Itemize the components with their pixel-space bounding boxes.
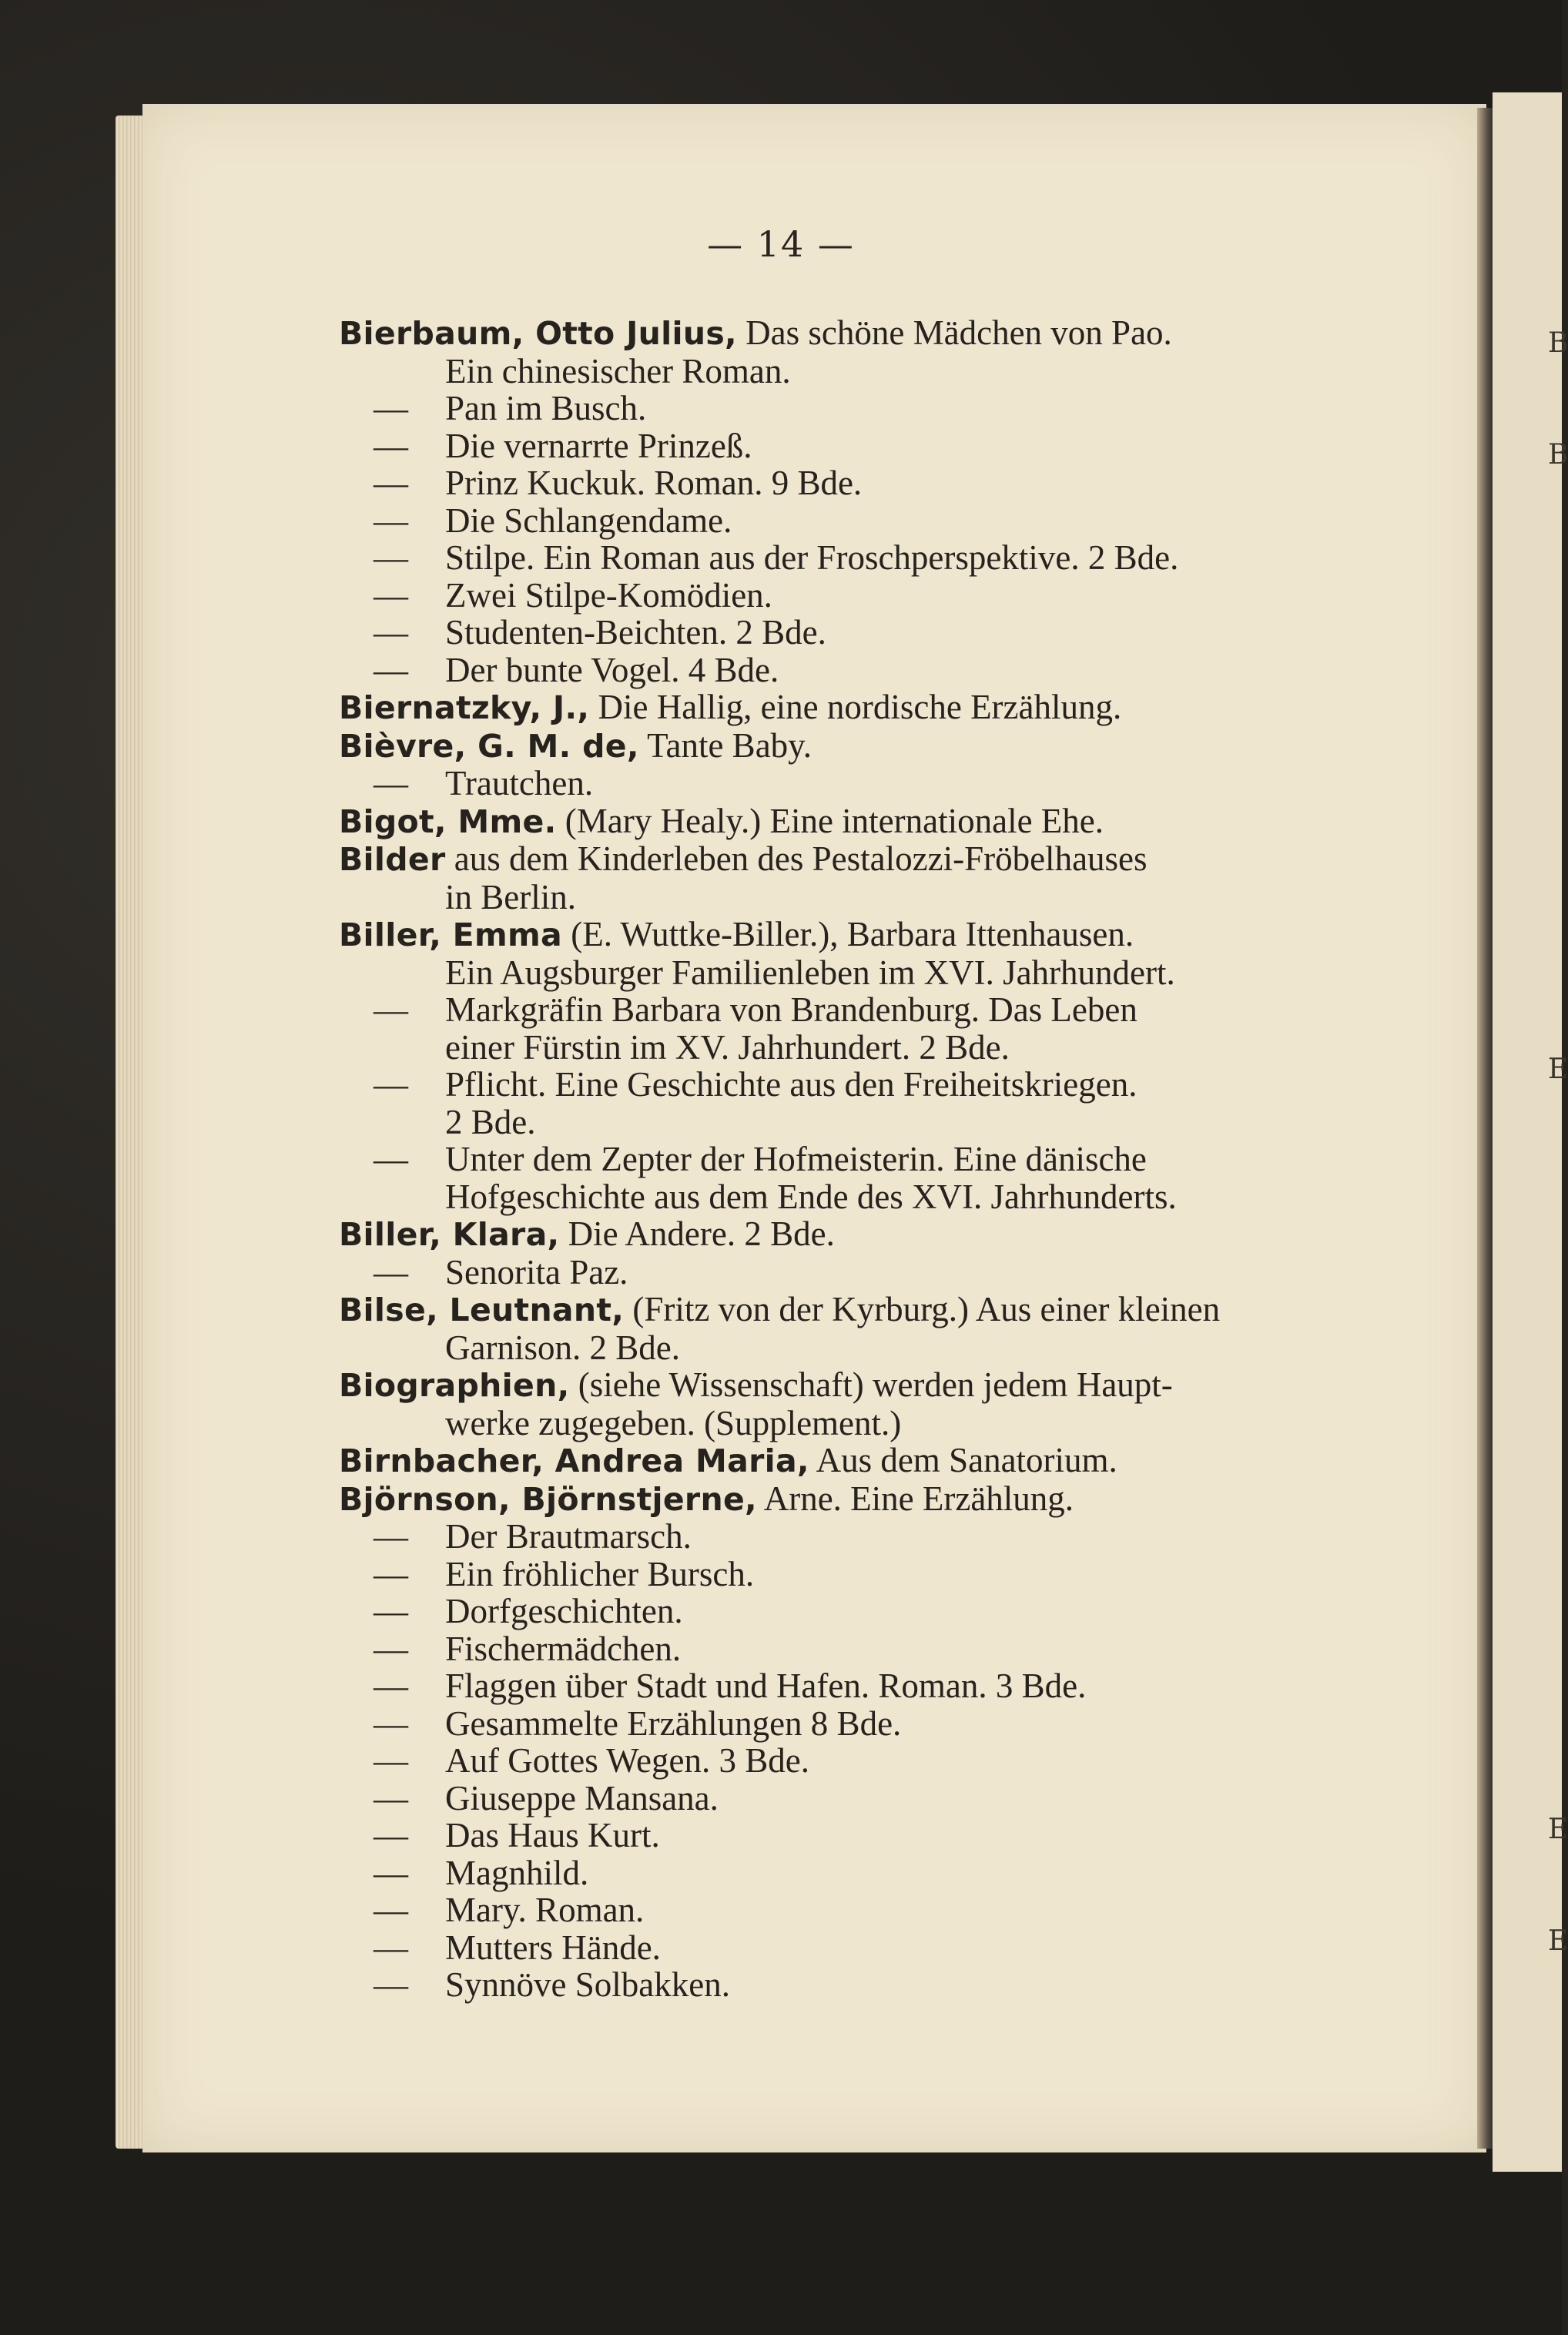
subentry-title: 2 Bde. xyxy=(445,1102,536,1141)
author-name: Bièvre, G. M. de, xyxy=(339,727,639,765)
subentry-line xyxy=(339,390,1340,427)
ditto-dash: — xyxy=(374,1554,408,1593)
catalog-entry xyxy=(339,802,1340,841)
subentry-title: Die vernarrte Prinzeß. xyxy=(445,426,752,465)
subentry-title: Flaggen über Stadt und Hafen. Roman. 3 Bde. xyxy=(445,1667,1087,1705)
subentry-title: Magnhild. xyxy=(445,1853,589,1892)
title-text: in Berlin. xyxy=(445,877,576,916)
subentry-title: Ein fröhlicher Bursch. xyxy=(445,1554,755,1593)
subentry-title: Prinz Kuckuk. Roman. 9 Bde. xyxy=(445,464,863,502)
subentry-title: Pan im Busch. xyxy=(445,389,647,427)
entry-first-line xyxy=(339,1215,1340,1254)
title-text: werke zugegeben. (Supplement.) xyxy=(445,1403,902,1442)
subentry-line xyxy=(339,1817,1340,1854)
catalog-entry xyxy=(339,840,1340,916)
subentry-line xyxy=(339,614,1340,652)
ditto-dash: — xyxy=(374,1891,408,1929)
ditto-dash: — xyxy=(374,990,408,1029)
subentry-title: Die Schlangendame. xyxy=(445,501,732,540)
title-text: Aus dem Sanatorium. xyxy=(816,1441,1117,1479)
subentry-title: Senorita Paz. xyxy=(445,1252,628,1291)
entry-first-line xyxy=(339,802,1340,841)
subentry-line xyxy=(339,1667,1340,1705)
catalog-entry xyxy=(339,1366,1340,1442)
title-text: (siehe Wissenschaft) werden jedem Haupt- xyxy=(578,1365,1173,1404)
entry-first-line xyxy=(339,314,1340,353)
subentry-title: Mutters Hände. xyxy=(445,1928,661,1967)
ditto-dash: — xyxy=(374,1065,408,1104)
subentry-title: Der bunte Vogel. 4 Bde. xyxy=(445,650,779,689)
author-name: Björnson, Björnstjerne, xyxy=(339,1480,757,1518)
facing-page-mark: E xyxy=(1548,1054,1568,1085)
entry-first-line xyxy=(339,916,1340,954)
subentry-line xyxy=(339,1104,1340,1141)
author-name: Biographien, xyxy=(339,1367,570,1404)
subentry-line xyxy=(339,577,1340,615)
facing-page-mark: E xyxy=(1548,1814,1568,1845)
ditto-dash: — xyxy=(374,1778,408,1817)
subentry-title: Fischermädchen. xyxy=(445,1629,682,1668)
author-name: Bilder xyxy=(339,841,446,878)
ditto-dash: — xyxy=(374,613,408,652)
ditto-dash: — xyxy=(374,501,408,540)
subentry-line xyxy=(339,1593,1340,1630)
subentry-title: Auf Gottes Wegen. 3 Bde. xyxy=(445,1741,809,1780)
subentry-line xyxy=(339,1705,1340,1743)
entry-continuation-line xyxy=(339,1329,1340,1367)
title-text: Die Hallig, eine nordische Erzählung. xyxy=(598,688,1122,726)
ditto-dash: — xyxy=(374,1928,408,1967)
entry-first-line xyxy=(339,688,1340,727)
ditto-dash: — xyxy=(374,1704,408,1743)
ditto-dash: — xyxy=(374,1741,408,1780)
author-name: Birnbacher, Andrea Maria, xyxy=(339,1442,809,1479)
ditto-dash: — xyxy=(374,650,408,689)
ditto-dash: — xyxy=(374,1667,408,1705)
book-gutter xyxy=(1477,108,1494,2149)
subentry-title: Markgräfin Barbara von Brandenburg. Das Leben xyxy=(445,990,1137,1029)
entry-first-line xyxy=(339,1366,1340,1405)
subentry-line xyxy=(339,765,1340,802)
facing-page-mark: B xyxy=(1548,327,1568,359)
entry-continuation-line xyxy=(339,1405,1340,1442)
entry-first-line xyxy=(339,1480,1340,1519)
subentry-line xyxy=(339,1066,1340,1104)
ditto-dash: — xyxy=(374,1252,408,1291)
ditto-dash: — xyxy=(374,764,408,802)
subentry-title: Pflicht. Eine Geschichte aus den Freiheitskriegen. xyxy=(445,1065,1137,1104)
subentry-title: Stilpe. Ein Roman aus der Froschperspektive. 2 Bde. xyxy=(445,538,1179,577)
subentry-line xyxy=(339,1254,1340,1291)
catalog-entry xyxy=(339,1442,1340,1480)
page-number: — 14 — xyxy=(707,223,855,265)
entry-first-line xyxy=(339,1442,1340,1480)
ditto-dash: — xyxy=(374,1592,408,1630)
entry-continuation-line xyxy=(339,879,1340,916)
title-text: Tante Baby. xyxy=(647,725,812,765)
subentry-line xyxy=(339,539,1340,577)
title-text: Garnison. 2 Bde. xyxy=(445,1328,680,1367)
ditto-dash: — xyxy=(374,1853,408,1892)
catalog-entries xyxy=(339,314,1340,2004)
subentry-line xyxy=(339,1556,1340,1593)
ditto-dash: — xyxy=(374,1517,408,1556)
subentry-title: Studenten-Beichten. 2 Bde. xyxy=(445,613,826,652)
subentry-line xyxy=(339,1929,1340,1967)
facing-page-mark: B xyxy=(1548,439,1568,471)
subentry-line xyxy=(339,464,1340,502)
catalog-entry xyxy=(339,1291,1340,1366)
entry-first-line xyxy=(339,1291,1340,1329)
subentry-title: Der Brautmarsch. xyxy=(445,1517,692,1556)
ditto-dash: — xyxy=(374,1629,408,1668)
subentry-line xyxy=(339,1630,1340,1668)
subentry-line xyxy=(339,991,1340,1029)
title-text: Arne. Eine Erzählung. xyxy=(763,1479,1074,1518)
ditto-dash: — xyxy=(374,464,408,502)
catalog-entry xyxy=(339,916,1340,1215)
entry-first-line xyxy=(339,727,1340,765)
subentry-line xyxy=(339,1742,1340,1780)
catalog-entry xyxy=(339,1215,1340,1291)
author-name: Bierbaum, Otto Julius, xyxy=(339,315,737,352)
catalog-entry xyxy=(339,1480,1340,2004)
subentry-title: Trautchen. xyxy=(445,764,594,802)
subentry-line xyxy=(339,1780,1340,1817)
title-text: Ein chinesischer Roman. xyxy=(445,351,791,390)
subentry-title: Unter dem Zepter der Hofmeisterin. Eine dänische xyxy=(445,1140,1147,1178)
title-text: Ein Augsburger Familienleben im XVI. Jahrhundert. xyxy=(445,953,1175,992)
title-text: Die Andere. 2 Bde. xyxy=(568,1214,835,1253)
facing-page-mark: E xyxy=(1548,1925,1568,1957)
ditto-dash: — xyxy=(374,389,408,427)
author-name: Biernatzky, J., xyxy=(339,689,590,726)
author-name: Biller, Klara, xyxy=(339,1216,560,1253)
subentry-line xyxy=(339,652,1340,689)
author-name: Bilse, Leutnant, xyxy=(339,1291,625,1328)
subentry-line xyxy=(339,427,1340,465)
subentry-line xyxy=(339,1178,1340,1216)
subentry-title: Zwei Stilpe-Komödien. xyxy=(445,575,772,615)
ditto-dash: — xyxy=(374,426,408,465)
ditto-dash: — xyxy=(374,538,408,577)
subentry-title: einer Fürstin im XV. Jahrhundert. 2 Bde. xyxy=(445,1027,1010,1067)
subentry-line xyxy=(339,1518,1340,1556)
title-text: aus dem Kinderleben des Pestalozzi-Fröbelhauses xyxy=(454,839,1148,878)
catalog-entry xyxy=(339,314,1340,688)
subentry-title: Gesammelte Erzählungen 8 Bde. xyxy=(445,1704,902,1743)
subentry-line xyxy=(339,1966,1340,2004)
subentry-title: Synnöve Solbakken. xyxy=(445,1965,730,2004)
subentry-line xyxy=(339,502,1340,540)
title-text: Das schöne Mädchen von Pao. xyxy=(745,313,1172,352)
subentry-line xyxy=(339,1891,1340,1929)
entry-continuation-line xyxy=(339,353,1340,390)
ditto-dash: — xyxy=(374,575,408,615)
subentry-line xyxy=(339,1029,1340,1067)
subentry-title: Hofgeschichte aus dem Ende des XVI. Jahrhunderts. xyxy=(445,1177,1177,1216)
ditto-dash: — xyxy=(374,1140,408,1178)
catalog-entry xyxy=(339,688,1340,727)
subentry-line xyxy=(339,1141,1340,1178)
title-text: (E. Wuttke-Biller.), Barbara Ittenhausen. xyxy=(571,915,1134,953)
entry-first-line xyxy=(339,840,1340,879)
facing-page-edge xyxy=(1493,92,1562,2172)
author-name: Biller, Emma xyxy=(339,916,562,953)
catalog-entry xyxy=(339,727,1340,802)
subentry-title: Mary. Roman. xyxy=(445,1891,645,1929)
author-name: Bigot, Mme. xyxy=(339,802,557,840)
subentry-line xyxy=(339,1854,1340,1892)
subentry-title: Dorfgeschichten. xyxy=(445,1592,683,1630)
ditto-dash: — xyxy=(374,1816,408,1854)
entry-continuation-line xyxy=(339,954,1340,992)
subentry-title: Giuseppe Mansana. xyxy=(445,1778,719,1817)
ditto-dash: — xyxy=(374,1965,408,2004)
title-text: (Fritz von der Kyrburg.) Aus einer kleinen xyxy=(632,1290,1221,1328)
title-text: (Mary Healy.) Eine internationale Ehe. xyxy=(565,801,1104,840)
subentry-title: Das Haus Kurt. xyxy=(445,1816,660,1854)
